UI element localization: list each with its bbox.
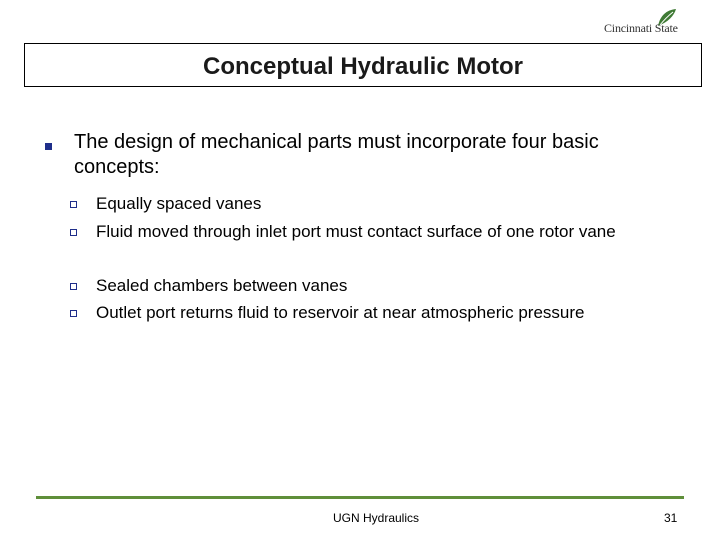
sub-point: Fluid moved through inlet port must contact surface of one rotor vane: [96, 222, 616, 241]
cincinnati-state-logo: [604, 8, 696, 38]
slide-title-box: [24, 43, 702, 87]
sub-point: Equally spaced vanes: [96, 194, 262, 213]
footer-rule: [36, 496, 684, 499]
hollow-square-bullet-icon: [70, 201, 77, 208]
slide-title: Conceptual Hydraulic Motor: [202, 52, 524, 80]
sub-point: Sealed chambers between vanes: [96, 276, 348, 295]
square-bullet-icon: [45, 143, 52, 150]
page-number: 31: [664, 511, 678, 525]
main-point: The design of mechanical parts must incorporate four basic concepts:: [74, 131, 599, 178]
footer-course: UGN Hydraulics: [333, 511, 420, 525]
hollow-square-bullet-icon: [70, 229, 77, 236]
hollow-square-bullet-icon: [70, 283, 77, 290]
sub-point: Outlet port returns fluid to reservoir at near atmospheric pressure: [96, 303, 585, 322]
hollow-square-bullet-icon: [70, 310, 77, 317]
logo-text: Cincinnati State: [604, 21, 678, 35]
